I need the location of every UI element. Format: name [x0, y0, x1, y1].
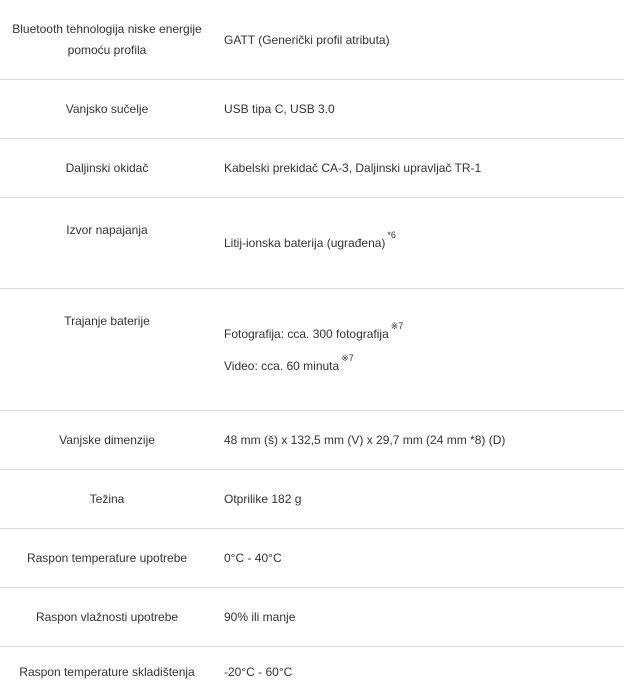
spec-label: Raspon temperature skladištenja	[0, 647, 214, 697]
spec-label: Raspon vlažnosti upotrebe	[0, 588, 214, 647]
spec-row-bluetooth	[0, 0, 624, 80]
spec-value-text: Fotografija: cca. 300 fotografija	[224, 327, 389, 341]
spec-value-text: USB tipa C, USB 3.0	[224, 102, 335, 116]
spec-label: Težina	[0, 470, 214, 529]
spec-label: Trajanje baterije	[0, 289, 214, 411]
spec-value-line	[224, 356, 624, 376]
spec-value-text: Kabelski prekidač CA-3, Daljinski upravljač TR-1	[224, 161, 481, 175]
spec-value	[214, 198, 624, 289]
spec-row-operating-temp	[0, 529, 624, 588]
spec-row-interface	[0, 80, 624, 139]
spec-label: Daljinski okidač	[0, 139, 214, 198]
spec-row-power	[0, 198, 624, 289]
footnote-marker: ※7	[341, 353, 354, 363]
spec-label: Izvor napajanja	[0, 198, 214, 289]
spec-value-text: 0°C - 40°C	[224, 551, 282, 565]
spec-row-dimensions	[0, 411, 624, 470]
spec-value-text: Video: cca. 60 minuta	[224, 359, 339, 373]
spec-value	[214, 289, 624, 411]
spec-value-text: Litij-ionska baterija (ugrađena)	[224, 236, 385, 250]
footnote-marker: ※7	[391, 321, 404, 331]
spec-row-remote	[0, 139, 624, 198]
spec-value-text: 90% ili manje	[224, 610, 295, 624]
footnote-marker: *6	[387, 230, 396, 240]
spec-label: Vanjske dimenzije	[0, 411, 214, 470]
spec-value	[214, 139, 624, 198]
spec-value	[214, 470, 624, 529]
spec-value-text: Otprilike 182 g	[224, 492, 301, 506]
spec-value-text: GATT (Generički profil atributa)	[224, 33, 390, 47]
spec-label: Vanjsko sučelje	[0, 80, 214, 139]
spec-value-text: 48 mm (š) x 132,5 mm (V) x 29,7 mm (24 mm *8) (D)	[224, 433, 505, 447]
spec-value	[214, 0, 624, 80]
spec-value-text: -20°C - 60°C	[224, 665, 292, 679]
spec-row-humidity	[0, 588, 624, 647]
spec-row-storage-temp	[0, 647, 624, 697]
spec-row-battery	[0, 289, 624, 411]
spec-label: Raspon temperature upotrebe	[0, 529, 214, 588]
spec-value-line	[224, 324, 624, 344]
spec-value	[214, 529, 624, 588]
spec-value	[214, 588, 624, 647]
spec-value	[214, 647, 624, 697]
spec-row-weight	[0, 470, 624, 529]
spec-label: Bluetooth tehnologija niske energije pomoću profila	[0, 0, 214, 80]
spec-value	[214, 411, 624, 470]
spec-value	[214, 80, 624, 139]
